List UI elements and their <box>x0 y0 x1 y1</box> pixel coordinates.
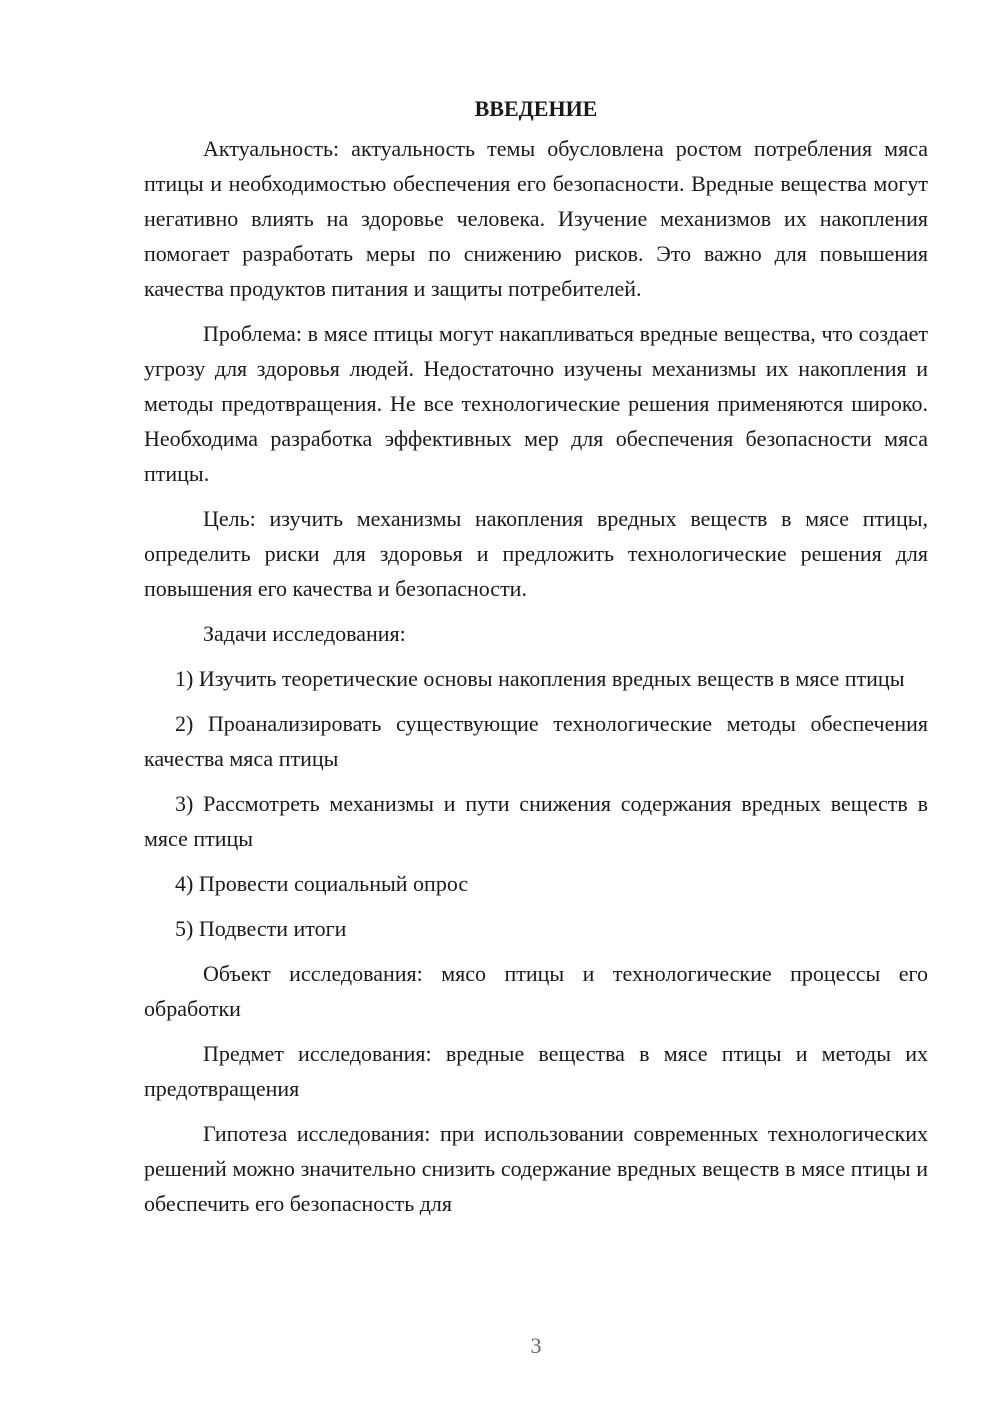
goal-paragraph: Цель: изучить механизмы накопления вредных веществ в мясе птицы, определить риски для здоровья и предложить технологические решения для повышения его качества и безопасности. <box>144 506 928 601</box>
relevance-paragraph: Актуальность: актуальность темы обусловлена ростом потребления мяса птицы и необходимостью обеспечения его безопасности. Вредные вещества могут негативно влиять на здоровье человека. Изучение механизмов их накопления помогает разработать меры по снижению рисков. Это важно для повышения качества продуктов питания и защиты потребителей. <box>144 136 928 301</box>
task-item-1: 1) Изучить теоретические основы накопления вредных веществ в мясе птицы <box>175 666 905 691</box>
hypothesis-paragraph: Гипотеза исследования: при использовании современных технологических решений можно значительно снизить содержание вредных веществ в мясе птицы и обеспечить его безопасность для <box>144 1121 928 1216</box>
section-title: ВВЕДЕНИЕ <box>474 96 598 121</box>
object-paragraph: Объект исследования: мясо птицы и технологические процессы его обработки <box>144 961 928 1021</box>
subject-paragraph: Предмет исследования: вредные вещества в мясе птицы и методы их предотвращения <box>144 1041 928 1101</box>
task-item-3: 3) Рассмотреть механизмы и пути снижения содержания вредных веществ в мясе птицы <box>144 791 928 851</box>
task-item-5: 5) Подвести итоги <box>175 916 347 941</box>
tasks-heading: Задачи исследования: <box>203 621 406 646</box>
task-item-4: 4) Провести социальный опрос <box>175 871 469 896</box>
problem-paragraph: Проблема: в мясе птицы могут накапливаться вредные вещества, что создает угрозу для здоровья людей. Недостаточно изучены механизмы их накопления и методы предотвращения. Не все технологические решения применяются широко. Необходима разработка эффективных мер для обеспечения безопасности мяса птицы. <box>144 321 928 486</box>
document-page <box>144 92 928 1221</box>
task-item-2: 2) Проанализировать существующие технологические методы обеспечения качества мяса птицы <box>144 711 928 771</box>
page-number: 3 <box>530 1333 542 1358</box>
